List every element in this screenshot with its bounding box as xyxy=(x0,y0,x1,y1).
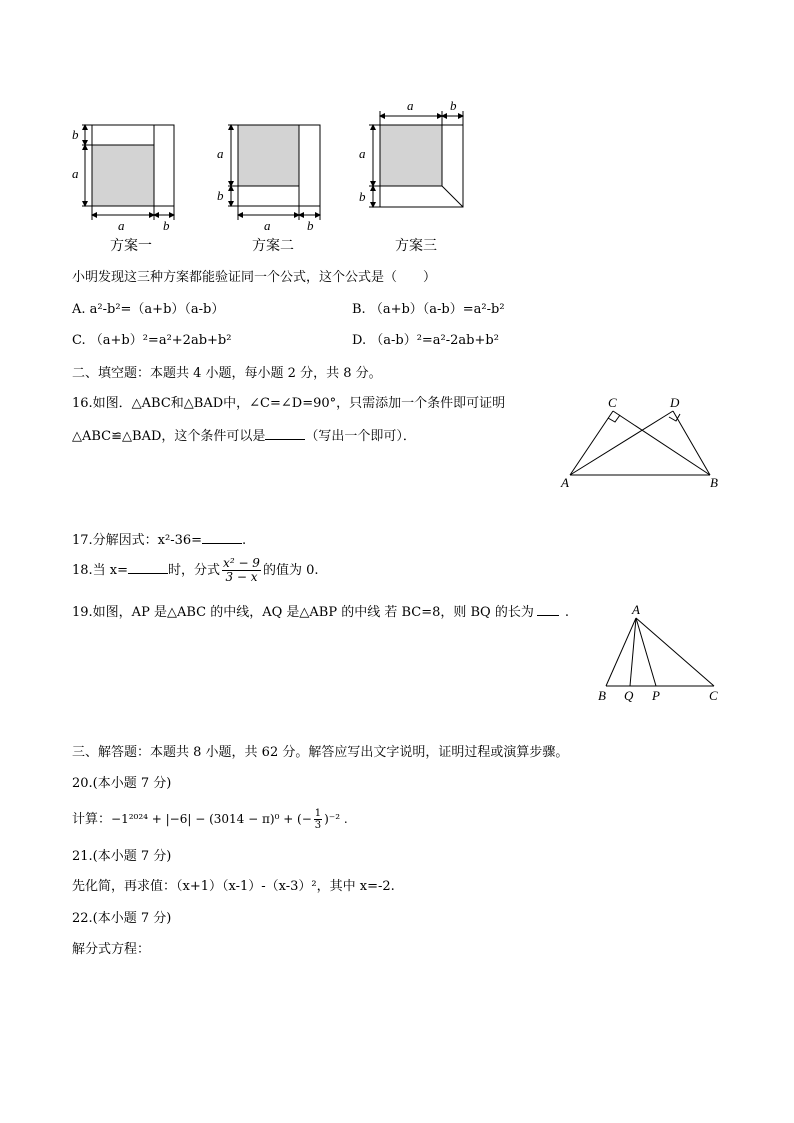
q18-answer-blank[interactable] xyxy=(128,561,168,574)
q16-label-c: C xyxy=(608,395,617,410)
q16-label-b: B xyxy=(710,475,718,490)
q20-body xyxy=(72,805,348,834)
q20-pre: 计算： xyxy=(72,812,112,827)
q15-option-c: C. （a+b）²=a²+2ab+b² xyxy=(72,333,232,348)
scheme3-figure xyxy=(359,98,463,207)
q18 xyxy=(72,556,319,586)
section3-header: 三、解答题：本题共 8 小题，共 62 分。解答应写出文字说明，证明过程或演算步骤。 xyxy=(72,745,569,760)
q20-expr1: −1²⁰²⁴ + |−6| − (3014 − π)⁰ + (− xyxy=(111,812,312,826)
q21-text: 先化简，再求值：（x+1）（x-1）-（x-3）²，其中 x=-2. xyxy=(72,879,395,894)
q19-post: . xyxy=(564,605,569,620)
q19-label-c: C xyxy=(709,688,718,703)
scheme1-caption: 方案一 xyxy=(110,238,152,254)
scheme2-figure xyxy=(217,125,320,233)
scheme2-label-b-left: b xyxy=(217,188,224,203)
section2-header: 二、填空题：本题共 4 小题，每小题 2 分，共 8 分。 xyxy=(72,366,382,381)
q15-stem: 小明发现这三种方案都能验证同一个公式，这个公式是（ ） xyxy=(72,270,437,285)
q17 xyxy=(72,531,246,549)
scheme3-caption: 方案三 xyxy=(395,238,437,254)
scheme1-label-a-bottom: a xyxy=(118,218,125,233)
q18-pre: 18.当 x= xyxy=(72,563,129,578)
q19-label-q: Q xyxy=(624,688,634,703)
q19-label-b: B xyxy=(598,688,606,703)
q16-figure xyxy=(555,395,730,495)
q16-line1: 16.如图．△ABC和△BAD中，∠C=∠D=90°，只需添加一个条件即可证明 xyxy=(72,396,506,411)
scheme2-caption: 方案二 xyxy=(252,238,294,254)
q19-text: 19.如图，AP 是△ABC 的中线，AQ 是△ABP 的中线 若 BC=8，则 BQ 的长为 xyxy=(72,605,534,620)
q19 xyxy=(72,603,569,621)
scheme1-label-b-left: b xyxy=(72,127,79,142)
q17-post: . xyxy=(242,533,247,548)
q18-mid: 时，分式 xyxy=(168,563,221,578)
q22-text: 解分式方程： xyxy=(72,942,151,957)
q19-answer-blank[interactable] xyxy=(537,603,559,616)
q15-option-b: B. （a+b）（a-b）=a²-b² xyxy=(352,302,505,317)
q18-fraction xyxy=(222,557,261,584)
q15-option-a: A. a²-b²=（a+b）（a-b） xyxy=(72,302,225,317)
q18-denominator: 3 − x xyxy=(225,570,258,584)
q16-line2-pre: △ABC≌△BAD，这个条件可以是 xyxy=(72,429,266,444)
q19-figure xyxy=(590,600,725,708)
q20-title: 20.(本小题 7 分) xyxy=(72,776,172,791)
q15-option-d: D. （a-b）²=a²-2ab+b² xyxy=(352,333,499,348)
q18-numerator: x² − 9 xyxy=(223,556,260,570)
scheme1-figure xyxy=(72,125,174,233)
q20-denominator: 3 xyxy=(314,820,322,831)
scheme1-label-a-left: a xyxy=(72,166,79,181)
scheme2-label-a-bottom: a xyxy=(264,218,271,233)
q16-line2 xyxy=(72,427,416,445)
q16-label-d: D xyxy=(670,395,680,410)
q20-expr2: )⁻² . xyxy=(324,812,348,826)
q19-label-a: A xyxy=(632,602,640,617)
q16-line2-post: （写出一个即可）． xyxy=(305,429,416,444)
q21-title: 21.(本小题 7 分) xyxy=(72,849,172,864)
scheme3-label-a-left: a xyxy=(359,146,366,161)
q17-answer-blank[interactable] xyxy=(202,531,242,544)
scheme2-label-b-bottom: b xyxy=(307,218,314,233)
scheme3-label-b-top: b xyxy=(450,98,457,113)
scheme1-label-b-bottom: b xyxy=(163,218,170,233)
q18-post: 的值为 0. xyxy=(262,563,319,578)
q16-answer-blank[interactable] xyxy=(265,427,305,440)
q16-label-a: A xyxy=(561,475,569,490)
q17-pre: 17.分解因式：x²-36= xyxy=(72,533,203,548)
scheme3-label-b-left: b xyxy=(359,189,366,204)
scheme2-label-a-left: a xyxy=(217,146,224,161)
scheme3-label-a-top: a xyxy=(407,98,414,113)
q20-fraction xyxy=(314,808,322,831)
q20-numerator: 1 xyxy=(314,808,322,819)
q22-title: 22.(本小题 7 分) xyxy=(72,911,172,926)
q19-label-p: P xyxy=(652,688,660,703)
